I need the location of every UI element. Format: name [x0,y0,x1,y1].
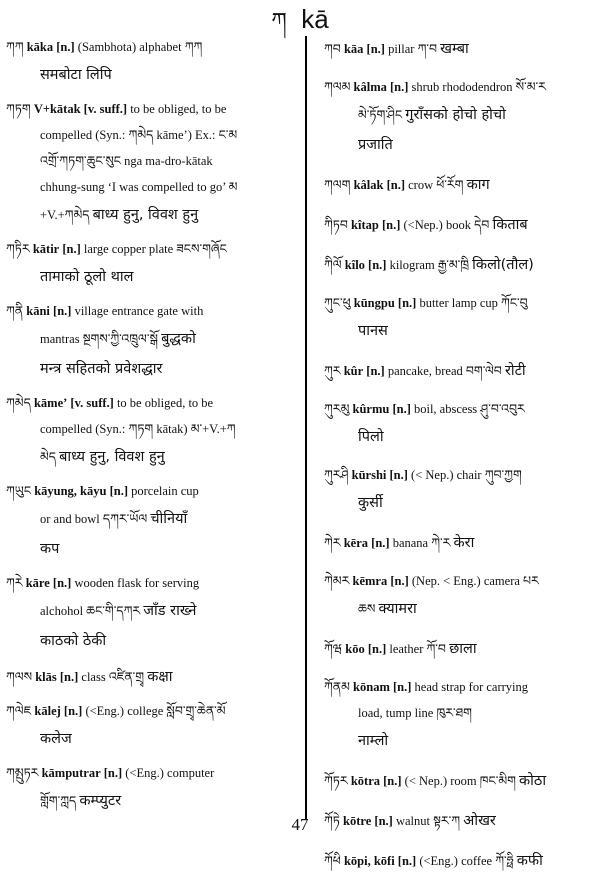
entry-pos: [n.] [53,304,72,318]
entry-tibetan: ཀཏིར [6,241,30,256]
entry-headword: kâlma [353,80,387,94]
entry-pos: [n.] [366,364,385,378]
entry-nepali: कलेज [40,731,72,747]
dictionary-entry [6,698,288,754]
entry-headword: kōtre [343,814,372,828]
entry-pos: [n.] [59,670,79,684]
entry-definition: head strap for carrying [414,680,529,694]
dictionary-entry [6,96,288,230]
entry-tibetan: ཀོཏེ [324,813,340,828]
entry-headword: kātir [32,242,60,256]
entry-pos: [n.] [366,42,385,56]
entry-nepali: कुर्सी [358,495,383,511]
entry-nepali: काग [466,177,490,193]
entry-tibetan: ཀེམར [324,573,350,588]
entry-headword: kāa [343,42,364,56]
entry-pos: [n.] [392,402,411,416]
entry-headword: kâlak [353,178,384,192]
entry-tibetan: ཀལས [6,669,33,684]
entry-headword: kāmputrar [41,766,101,780]
entry-pos: [n.] [389,468,408,482]
dictionary-entry [324,290,594,346]
entry-nepali: जाँड राख्ने [143,603,197,619]
entry-definition: (<Eng.) college སློབ་གྲྭ་ཆེན་མོ [85,704,226,718]
dictionary-entry [324,568,594,624]
entry-continuation: compelled (Syn.: ཀམེད kāme’) Ex.: ང་མ [40,128,238,142]
entry-pos: [v. suff.] [83,102,128,116]
entry-nepali: तामाको ठूलो थाल [40,269,134,285]
entry-tibetan: ཀུརཤི [324,467,349,482]
entry-tibetan-gloss: ཀཀ [184,39,203,54]
entry-nepali: क्यामरा [378,601,417,617]
entry-nepali: कप [40,541,60,557]
header-roman-letter: kā [301,4,329,34]
page-header [0,4,600,37]
entry-tibetan: ཀལེཇ [6,703,32,718]
entry-tibetan: ཀུརམུ [324,401,350,416]
dictionary-entry [324,846,594,876]
entry-definition: to be obliged, to be [130,102,227,116]
entry-continuation: or and bowl དཀར་ཡོལ [40,512,148,526]
dictionary-entry [324,356,594,386]
entry-definition: (Nep. < Eng.) camera པར [411,574,539,588]
entry-headword: V+kātak [33,102,81,116]
entry-pos: [n.] [390,80,409,94]
entry-tibetan: ཀོཏར [324,773,348,788]
dictionary-entry [6,478,288,564]
entry-pos: [n.] [397,296,417,310]
entry-headword: kēmra [352,574,388,588]
entry-pos: [v. suff.] [70,396,114,410]
entry-tibetan: ཀུང་ཕུ [324,295,351,310]
dictionary-entry [324,170,594,200]
entry-definition: walnut སྟར་ཀ [395,814,461,828]
entry-pos: [n.] [386,178,405,192]
entry-pos: [n.] [368,258,387,272]
entry-pos: [n.] [52,576,72,590]
entry-nepali: ओखर [463,813,496,829]
entry-definition: shrub rhododendron སོ་མ་ར [411,80,546,94]
entry-nepali: बुद्धको [161,331,196,347]
entry-tibetan: ཀལམ [324,79,351,94]
entry-headword: kūngpu [353,296,395,310]
entry-continuation: load, tump line ཁུར་ཐག [358,706,472,720]
entry-headword: kāka [26,40,54,54]
dictionary-entry [324,634,594,664]
entry-definition: (< Nep.) chair ཀུབ་ཀྱག [411,468,522,482]
entry-definition: wooden flask for serving [74,576,200,590]
entry-pos: [n.] [62,242,81,256]
entry-definition: (<Nep.) book དེབ [403,218,490,232]
entry-continuation: མེ་ཏོག་ཤིང [358,107,403,122]
entry-nepali: बाध्य हुनु, विवश हुनु [59,449,165,465]
entry-nepali: नाम्लो [358,733,389,749]
entry-nepali: किताब [492,217,528,233]
entry-pos: [n.] [367,642,387,656]
dictionary-entry [6,390,288,472]
dictionary-entry [6,662,288,692]
entry-tibetan: ཀབ [324,41,341,56]
entry-nepali: किलो(तौल) [472,257,534,273]
entry-continuation: མེད [40,450,57,464]
entry-nepali: केरा [453,535,475,551]
dictionary-entry [324,210,594,240]
entry-definition: leather ཀོ་བ [389,642,446,656]
entry-headword: kōnam [353,680,390,694]
entry-pos: [n.] [397,854,417,868]
entry-pos: [n.] [63,704,83,718]
dictionary-entry [324,528,594,558]
left-column [6,34,288,816]
entry-definition: (<Eng.) coffee ཀོ་ཧྥི [419,854,514,868]
entry-tibetan: ཀམྤུཏར [6,765,39,780]
entry-tibetan: ཀིཏབ [324,217,348,232]
entry-nepali: प्रजाति [358,137,393,153]
entry-headword: kōo [345,642,365,656]
entry-definition: boil, abscess ཤུ་བ་འབུར [413,402,525,416]
entry-pos: [n.] [390,574,409,588]
header-tibetan-letter: ཀ [271,9,287,34]
entry-continuation: འགྲོ་ཀཏག་ཆུང་སུང nga ma-dro-kātak [40,154,213,168]
entry-tibetan: ཀིལོ [324,257,342,272]
entry-headword: kūrshi [351,468,387,482]
dictionary-entry [324,766,594,796]
entry-tibetan: ཀནི [6,303,24,318]
entry-headword: kûrmu [352,402,390,416]
entry-nepali: पिलो [358,429,384,445]
entry-tibetan: ཀཀ [6,39,24,54]
entry-definition: class འཛིན་གྲྭ [81,670,145,684]
entry-headword: kēra [343,536,369,550]
column-divider [305,36,307,820]
entry-continuation: གློག་ཀླད [40,793,77,808]
entry-nepali: चीनियाँ [150,511,188,527]
entry-continuation: compelled (Syn.: ཀཏག kātak) མ་+V.+ཀ [40,422,236,436]
entry-tibetan: ཀལག [324,177,351,192]
entry-nepali: समबोटा लिपि [40,67,112,83]
entry-nepali: खम्बा [440,41,469,57]
entry-nepali: रोटी [504,363,526,379]
entry-definition: village entrance gate with [74,304,204,318]
entry-definition: (< Nep.) room ཁང་མིག [404,774,516,788]
dictionary-entry [6,298,288,384]
entry-continuation: alchohol ཆང་གི་དཀར [40,604,141,618]
entry-nepali: कफी [516,853,543,869]
dictionary-entry [6,760,288,816]
entry-definition: banana ཀེ་ར [392,536,451,550]
entry-headword: kāni [26,304,50,318]
entry-pos: [n.] [383,774,402,788]
entry-nepali: काठको ठेकी [40,633,107,649]
dictionary-entry [324,34,594,64]
entry-nepali: गुराँसको होचो होचो [405,107,506,123]
entry-headword: kōpi, kōfi [343,854,395,868]
entry-headword: kîtap [351,218,379,232]
entry-pos: [n.] [56,40,75,54]
entry-definition: (<Eng.) computer [125,766,215,780]
entry-pos: [n.] [393,680,412,694]
dictionary-entry [324,674,594,756]
entry-headword: kāme’ [33,396,68,410]
entry-tibetan: ཀོནམ [324,679,350,694]
entry-headword: kûr [343,364,364,378]
entry-definition: (Sambhota) alphabet [77,40,182,54]
entry-tibetan: ཀཏག [6,101,31,116]
entry-nepali: कक्षा [147,669,173,685]
entry-tibetan: ཀརེ [6,575,23,590]
entry-definition: pancake, bread བག་ལེབ [387,364,502,378]
entry-headword: kāre [25,576,50,590]
entry-definition: porcelain cup [131,484,199,498]
entry-continuation: +V.+ཀམེད [40,208,90,222]
right-column [324,34,594,876]
entry-pos: [n.] [109,484,128,498]
entry-nepali: छाला [449,641,477,657]
dictionary-entry [324,74,594,160]
entry-pos: [n.] [371,536,390,550]
entry-definition: butter lamp cup ཀོང་བུ [419,296,528,310]
entry-definition: large copper plate ཟངས་གཞོང [83,242,227,256]
entry-nepali: पानस [358,323,388,339]
entry-headword: kālej [34,704,61,718]
entry-nepali: मन्त्र सहितको प्रवेशद्धार [40,361,163,377]
entry-tibetan: ཀོཝ [324,641,343,656]
dictionary-entry [324,396,594,452]
entry-definition: crow ཕོ་རོག [408,178,464,192]
entry-continuation: ཆས [358,601,376,616]
dictionary-entry [324,462,594,518]
entry-tibetan: ཀེར [324,535,341,550]
dictionary-entry [6,236,288,292]
entry-headword: klās [35,670,57,684]
entry-tibetan: ཀམེད [6,395,31,410]
page-number: 47 [291,815,309,834]
dictionary-entry [6,34,288,90]
entry-nepali: बाध्य हुनु, विवश हुनु [92,207,199,223]
entry-nepali: कोठा [519,773,547,789]
entry-pos: [n.] [374,814,393,828]
entry-tibetan: ཀཡུང [6,483,32,498]
entry-continuation: mantras སྔགས་ཀྱི་འཁྲུལ་སྒོ [40,332,158,346]
entry-headword: kîlo [344,258,365,272]
entry-tibetan: ཀུར [324,363,341,378]
dictionary-entry [324,250,594,280]
entry-definition: to be obliged, to be [116,396,214,410]
entry-tibetan: ཀོཕི [324,853,341,868]
entry-pos: [n.] [381,218,401,232]
entry-definition: pillar ཀ་བ [388,42,438,56]
entry-definition: kilogram རྒྱ་མ་ཁྲི [389,258,470,272]
entry-headword: kāyung, kāyu [34,484,107,498]
entry-headword: kōtra [350,774,380,788]
entry-nepali: कम्प्युटर [79,793,122,809]
entry-example: chhung-sung ‘I was compelled to go’ མ [40,180,238,194]
entry-pos: [n.] [103,766,123,780]
dictionary-entry [6,570,288,656]
